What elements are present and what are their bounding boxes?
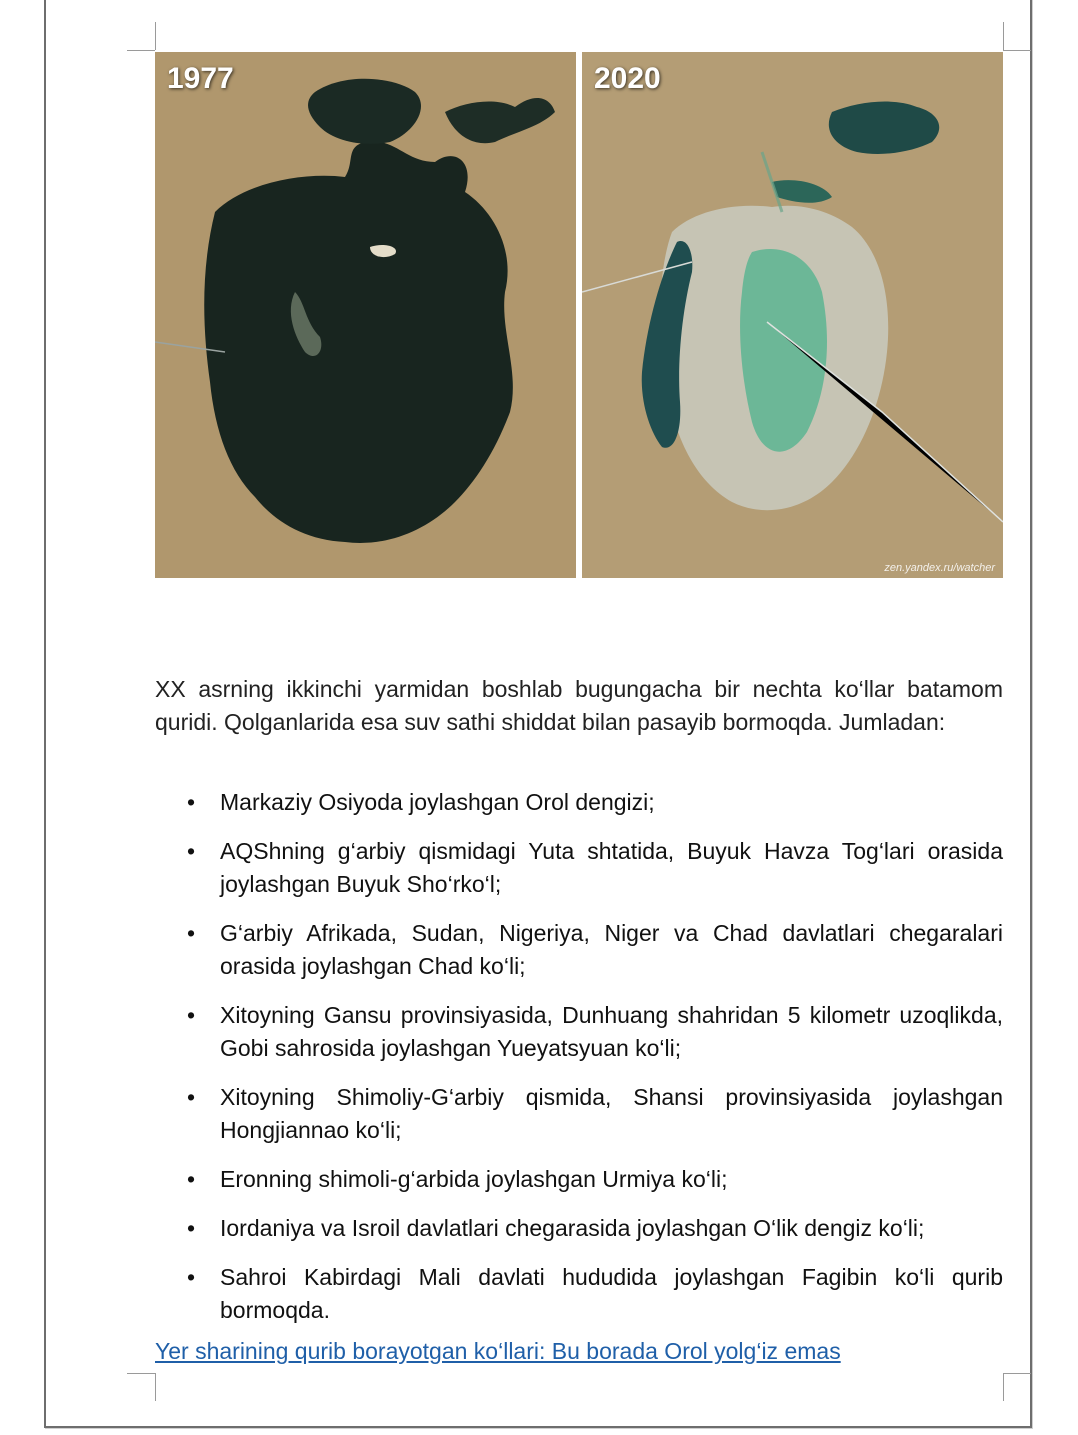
image-watermark: zen.yandex.ru/watcher bbox=[884, 562, 995, 574]
bullet-icon: • bbox=[187, 1215, 196, 1241]
list-item bbox=[155, 917, 1003, 983]
year-label-2020: 2020 bbox=[594, 62, 661, 95]
aral-sea-comparison-image bbox=[155, 52, 1003, 578]
list-item bbox=[155, 999, 1003, 1065]
bullet-icon: • bbox=[187, 789, 196, 815]
year-label-1977: 1977 bbox=[167, 62, 234, 95]
list-item-text: Sahroi Kabirdagi Mali davlati hududida joylashgan Fagibin ko‘li qurib bormoqda. bbox=[220, 1264, 1003, 1323]
satellite-image-2020 bbox=[582, 52, 1003, 578]
list-item bbox=[155, 786, 1003, 819]
lakes-list bbox=[155, 786, 1003, 1343]
bullet-icon: • bbox=[187, 838, 196, 864]
list-item bbox=[155, 1081, 1003, 1147]
bullet-icon: • bbox=[187, 1166, 196, 1192]
list-item-text: AQShning g‘arbiy qismidagi Yuta shtatida, Buyuk Havza Tog‘lari orasida joylashgan Buyuk Sho‘rko‘l; bbox=[220, 838, 1003, 897]
source-link[interactable]: Yer sharining qurib borayotgan ko‘llari: Bu borada Orol yolg‘iz emas bbox=[155, 1338, 841, 1364]
list-item bbox=[155, 1261, 1003, 1327]
list-item-text: G‘arbiy Afrikada, Sudan, Nigeriya, Niger va Chad davlatlari chegaralari orasida joylashgan Chad ko‘li; bbox=[220, 920, 1003, 979]
bullet-icon: • bbox=[187, 920, 196, 946]
list-item bbox=[155, 1212, 1003, 1245]
bullet-icon: • bbox=[187, 1002, 196, 1028]
bullet-icon: • bbox=[187, 1264, 196, 1290]
list-item-text: Xitoyning Shimoliy-G‘arbiy qismida, Shansi provinsiyasida joylashgan Hongjiannao ko‘li; bbox=[220, 1084, 1003, 1143]
satellite-image-1977 bbox=[155, 52, 576, 578]
list-item-text: Eronning shimoli-g‘arbida joylashgan Urmiya ko‘li; bbox=[220, 1166, 728, 1192]
bullet-icon: • bbox=[187, 1084, 196, 1110]
aral-sea-2020-graphic bbox=[582, 52, 1003, 578]
list-item bbox=[155, 835, 1003, 901]
list-item-text: Xitoyning Gansu provinsiyasida, Dunhuang shahridan 5 kilometr uzoqlikda, Gobi sahrosida joylashgan Yueyatsyuan ko‘li; bbox=[220, 1002, 1003, 1061]
list-item bbox=[155, 1163, 1003, 1196]
list-item-text: Iordaniya va Isroil davlatlari chegarasida joylashgan O‘lik dengiz ko‘li; bbox=[220, 1215, 925, 1241]
aral-sea-1977-graphic bbox=[155, 52, 576, 578]
intro-paragraph: XX asrning ikkinchi yarmidan boshlab bugungacha bir nechta ko‘llar batamom quridi. Qolganlarida esa suv sathi shiddat bilan pasayib bormoqda. Jumladan: bbox=[155, 676, 1003, 735]
list-item-text: Markaziy Osiyoda joylashgan Orol dengizi; bbox=[220, 789, 655, 815]
